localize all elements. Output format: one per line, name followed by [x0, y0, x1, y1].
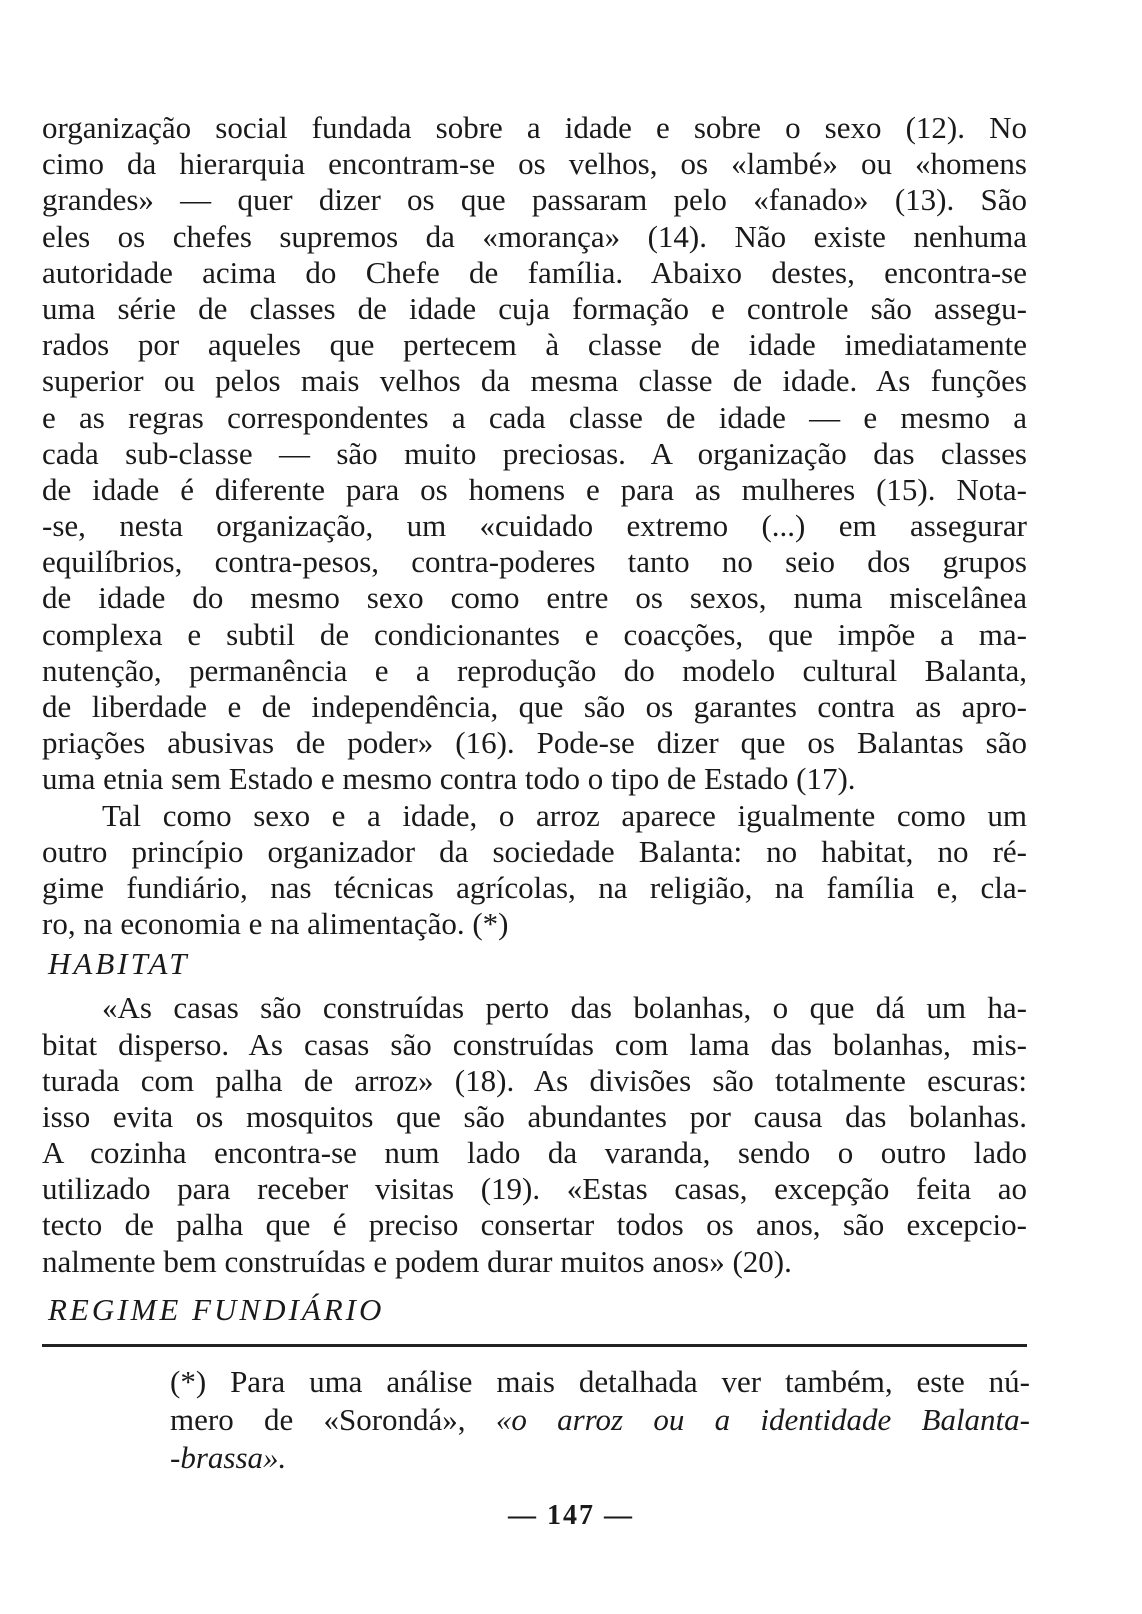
- text-line: turada com palha de arroz» (18). As divisões são totalmente escuras:: [42, 1062, 1027, 1098]
- text-line: outro princípio organizador da sociedade Balanta: no habitat, no ré-: [42, 833, 1027, 869]
- text-line: rados por aqueles que pertecem à classe de idade imediatamente: [42, 327, 1027, 363]
- text-line: «As casas são construídas perto das bolanhas, o que dá um ha-: [102, 990, 1027, 1026]
- footnote-divider: [42, 1344, 1027, 1347]
- text-line: de liberdade e de independência, que são os garantes contra as apro-: [42, 689, 1027, 724]
- text-line: complexa e subtil de condicionantes e coacções, que impõe a ma-: [42, 616, 1027, 652]
- text-line: gime fundiário, nas técnicas agrícolas, na religião, na família e, cla-: [42, 869, 1027, 905]
- text-line: de idade é diferente para os homens e para as mulheres (15). Nota-: [42, 471, 1027, 507]
- text-line: uma etnia sem Estado e mesmo contra todo o tipo de Estado (17).: [42, 761, 856, 797]
- text-line: autoridade acima do Chefe de família. Abaixo destes, encontra-se: [42, 254, 1027, 290]
- text-line: equilíbrios, contra-pesos, contra-poderes tanto no seio dos grupos: [42, 544, 1027, 580]
- text-line: de idade do mesmo sexo como entre os sexos, numa miscelânea: [42, 580, 1027, 616]
- footnote-line: [170, 1401, 1030, 1439]
- text-line: A cozinha encontra-se num lado da varanda, sendo o outro lado: [42, 1135, 1027, 1171]
- text-line: eles os chefes supremos da «morança» (14). Não existe nenhuma: [42, 218, 1027, 254]
- paragraph-social-organization: [42, 110, 1027, 798]
- text-line: isso evita os mosquitos que são abundantes por causa das bolanhas.: [42, 1098, 1027, 1134]
- text-line: nutenção, permanência e a reprodução do modelo cultural Balanta,: [42, 652, 1027, 688]
- text-line: ro, na economia e na alimentação. (*): [42, 906, 509, 942]
- text-line: e as regras correspondentes a cada classe de idade — e mesmo a: [42, 399, 1027, 435]
- text-line: utilizado para receber visitas (19). «Estas casas, excepção feita ao: [42, 1171, 1027, 1207]
- text-line: tecto de palha que é preciso consertar todos os anos, são excepcio-: [42, 1207, 1027, 1243]
- footnote: [170, 1363, 1030, 1477]
- section-heading-habitat: HABITAT: [48, 946, 190, 982]
- section-heading-regime-fundiario: REGIME FUNDIÁRIO: [48, 1291, 385, 1327]
- footnote-text: mero de «Sorondá»,: [170, 1401, 496, 1437]
- page-number: — 147 —: [508, 1500, 634, 1531]
- text-line: cimo da hierarquia encontram-se os velhos, os «lambé» ou «homens: [42, 146, 1027, 182]
- text-line: priações abusivas de poder» (16). Pode-se dizer que os Balantas são: [42, 725, 1027, 761]
- footnote-line: (*) Para uma análise mais detalhada ver também, este nú-: [170, 1363, 1030, 1399]
- text-line: superior ou pelos mais velhos da mesma classe de idade. As funções: [42, 363, 1027, 399]
- footnote-line: -brassa».: [170, 1439, 287, 1475]
- paragraph-habitat: [42, 990, 1027, 1280]
- text-line: grandes» — quer dizer os que passaram pelo «fanado» (13). São: [42, 182, 1027, 218]
- text-line: -se, nesta organização, um «cuidado extremo (...) em assegurar: [42, 508, 1027, 544]
- text-line: Tal como sexo e a idade, o arroz aparece igualmente como um: [102, 797, 1027, 833]
- text-line: organização social fundada sobre a idade e sobre o sexo (12). No: [42, 110, 1027, 145]
- paragraph-rice-principle: [42, 798, 1027, 943]
- text-line: cada sub-classe — são muito preciosas. A organização das classes: [42, 435, 1027, 471]
- text-line: uma série de classes de idade cuja formação e controle são assegu-: [42, 290, 1027, 326]
- page-body: [42, 110, 1030, 1477]
- text-line: bitat disperso. As casas são construídas com lama das bolanhas, mis-: [42, 1026, 1027, 1062]
- text-line: nalmente bem construídas e podem durar muitos anos» (20).: [42, 1243, 792, 1279]
- footnote-title: «o arroz ou a identidade Balanta-: [495, 1401, 1030, 1437]
